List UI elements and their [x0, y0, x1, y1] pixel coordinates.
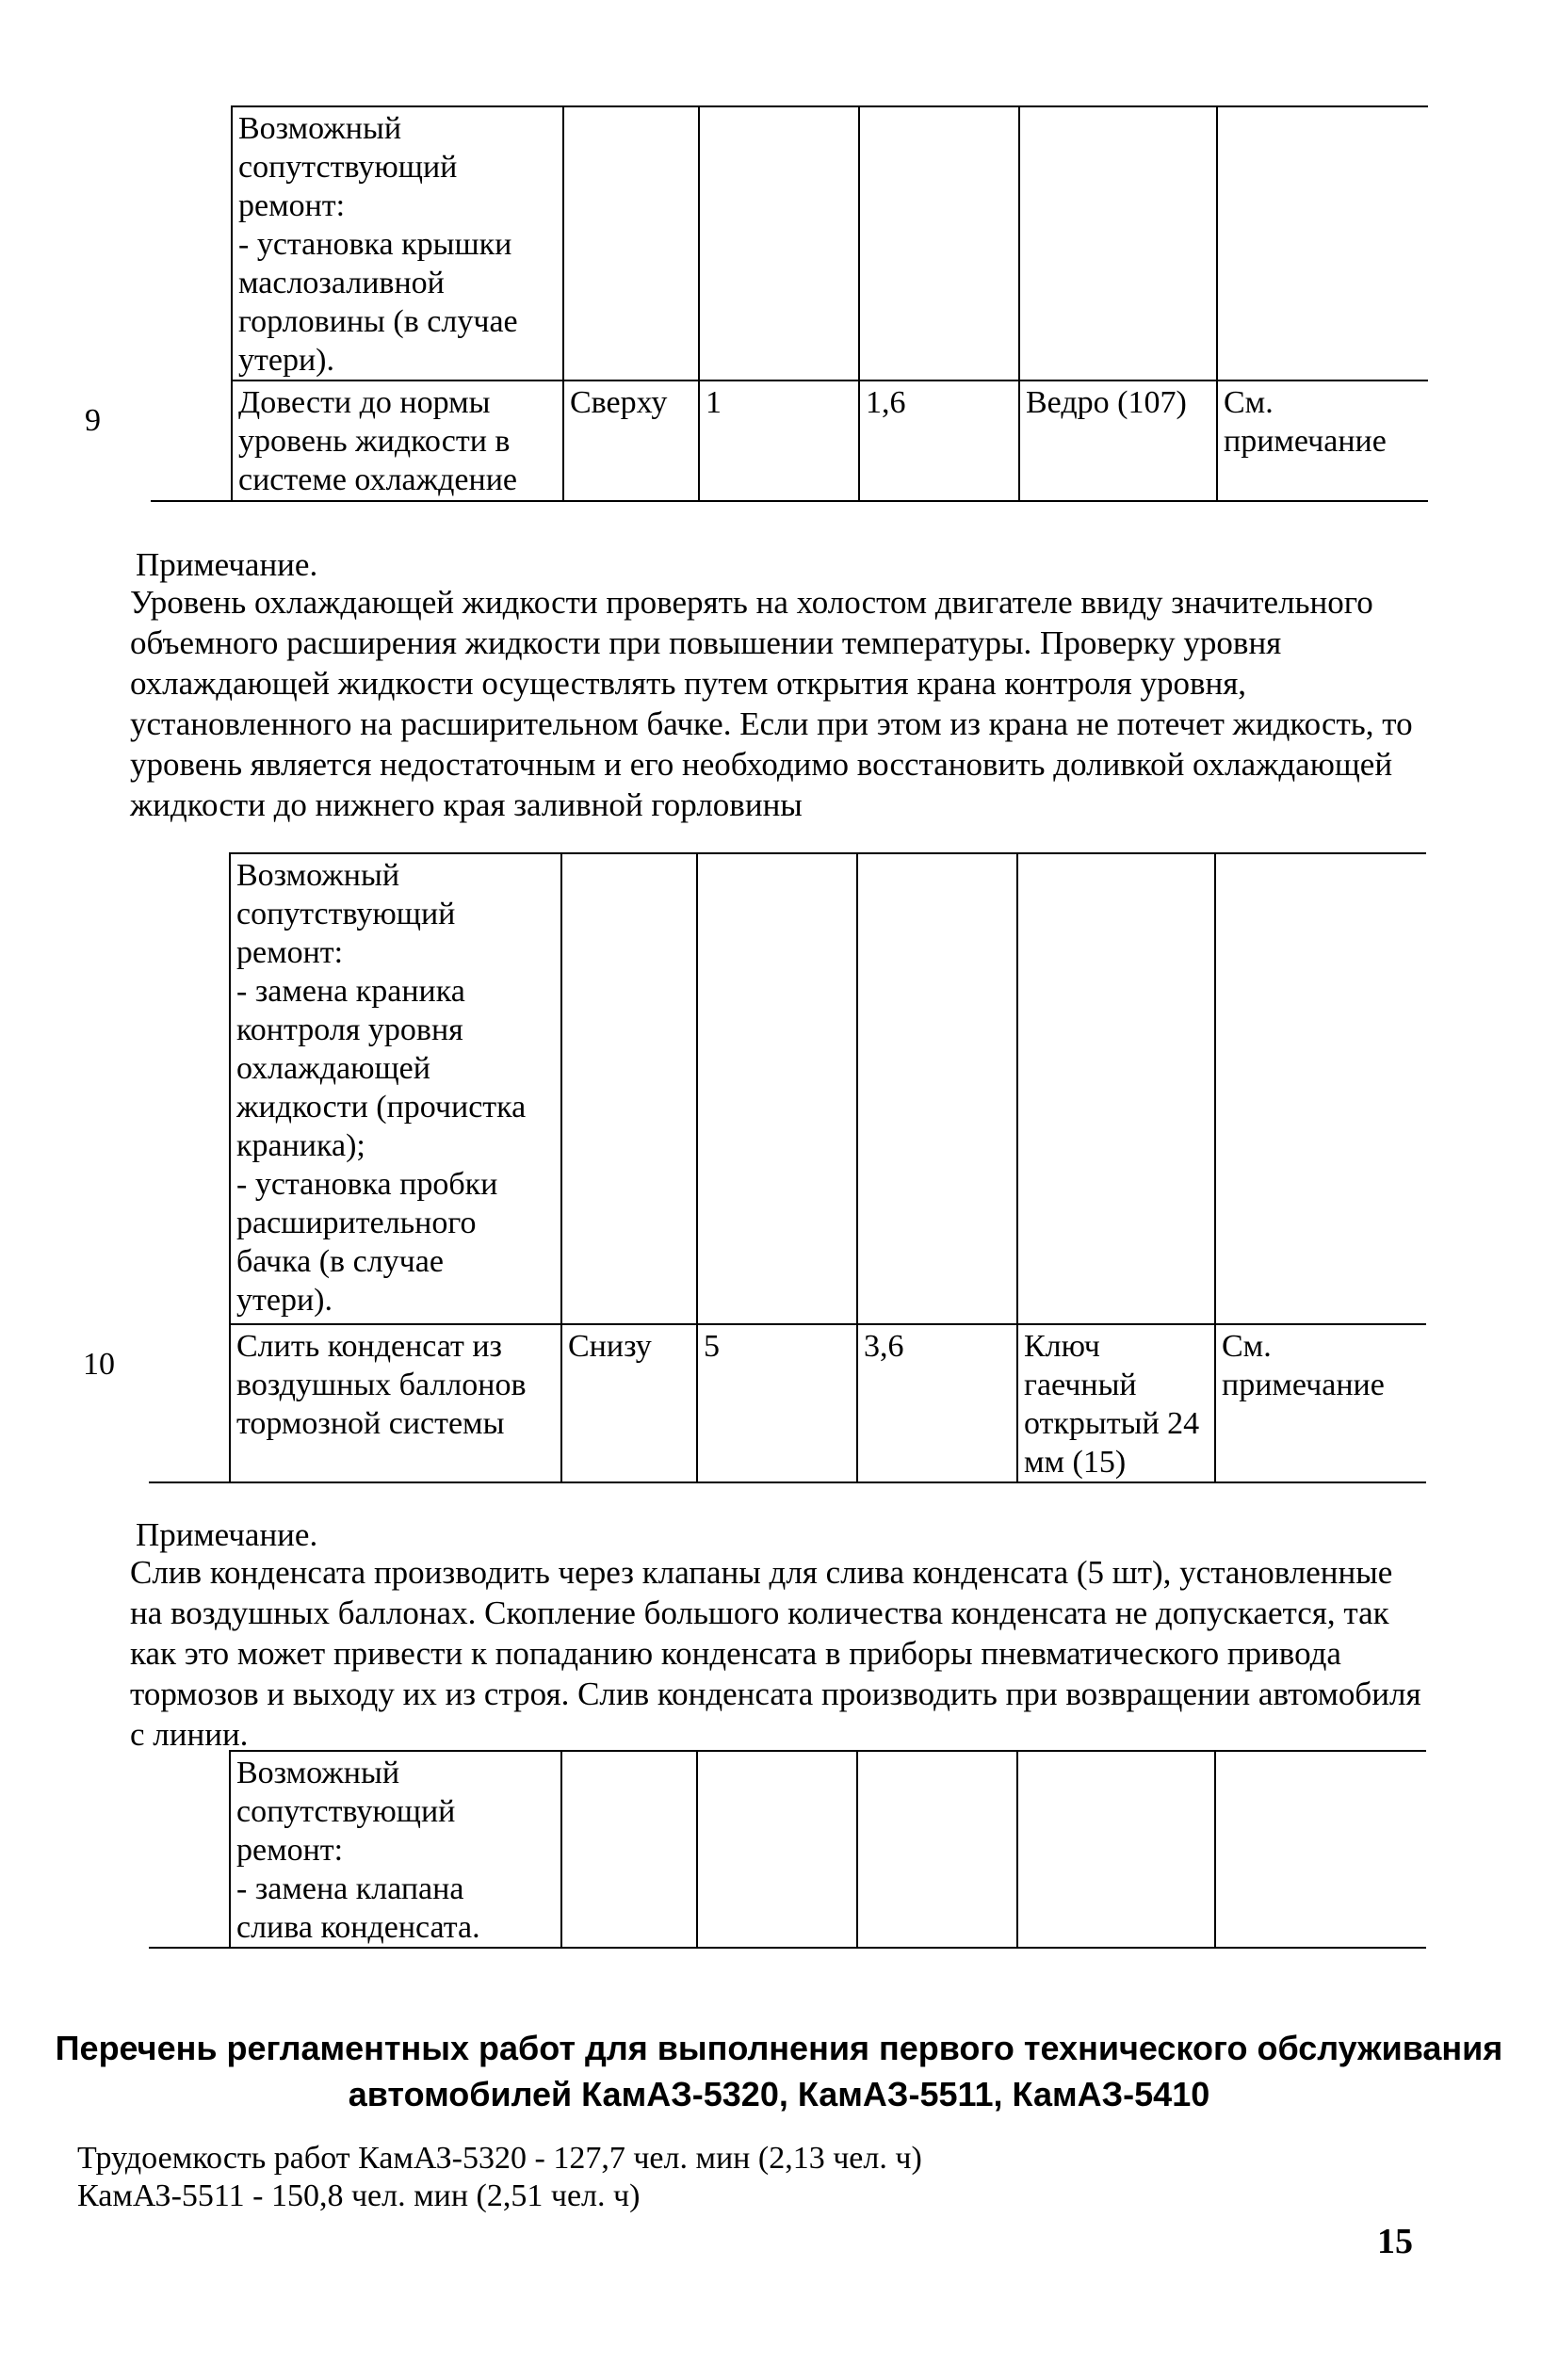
empty-cell — [859, 106, 1019, 380]
empty-cell — [1215, 853, 1426, 1324]
access-text: Сверху — [570, 385, 668, 420]
count-cell — [697, 1324, 857, 1482]
labor-cell — [859, 380, 1019, 501]
tool-cell — [1019, 380, 1217, 501]
empty-cell — [1017, 853, 1215, 1324]
empty-cell — [563, 106, 699, 380]
tool-text: Ключ гаечный открытый 24 мм (15) — [1024, 1329, 1200, 1480]
maintenance-table-2 — [83, 852, 1426, 1483]
note-ref-text: См. примечание — [1224, 385, 1387, 459]
row-number: 10 — [83, 1347, 115, 1382]
empty-cell — [699, 106, 859, 380]
count-cell — [699, 380, 859, 501]
count-text: 1 — [706, 385, 722, 420]
note-text: Уровень охлаждающей жидкости проверять на холостом двигателе ввиду значительного объемного расширения жидкости при повышении температуры. Проверку уровня охлаждающей жидкости осуществлять путем открытия крана контроля уровня, установленного на расширительном бачке. Если при этом из крана не потечет жидкость, то уровень является недостаточным и его необходимо восстановить доливкой охлаждающей жидкости до нижнего края заливной горловины — [130, 584, 1413, 823]
empty-cell — [561, 1751, 697, 1948]
access-text: Снизу — [568, 1329, 652, 1364]
page-number: 15 — [1377, 2222, 1413, 2261]
repair-cell — [230, 853, 561, 1324]
repair-text: Возможный сопутствующий ремонт: - установка крышки маслозаливной горловины (в случае утери). — [238, 111, 518, 378]
note-label: Примечание. — [136, 546, 318, 583]
operation-text: Слить конденсат из воздушных баллонов тормозной системы — [236, 1329, 527, 1441]
tool-cell — [1017, 1324, 1215, 1482]
repair-cell — [230, 1751, 561, 1948]
maintenance-table-3 — [149, 1750, 1426, 1949]
empty-cell — [1017, 1751, 1215, 1948]
repair-text: Возможный сопутствующий ремонт: - замена клапана слива конденсата. — [236, 1756, 480, 1945]
operation-cell — [232, 380, 563, 501]
row-number-cell — [151, 106, 232, 380]
empty-cell — [857, 1751, 1017, 1948]
labor-text: 3,6 — [864, 1329, 904, 1364]
row-number-cell — [149, 1751, 230, 1948]
row-number-cell — [83, 1324, 230, 1482]
note-cell — [1217, 380, 1428, 501]
labor-cell — [857, 1324, 1017, 1482]
row-number-cell — [85, 380, 232, 501]
empty-cell — [697, 1751, 857, 1948]
access-cell — [563, 380, 699, 501]
note-label: Примечание. — [136, 1516, 318, 1553]
maintenance-table-1 — [85, 105, 1428, 502]
empty-cell — [561, 853, 697, 1324]
empty-cell — [1019, 106, 1217, 380]
note-text: Слив конденсата производить через клапаны для слива конденсата (5 шт), установленные на воздушных баллонах. Скопление большого количества конденсата не допускается, так как это может привести к попаданию конденсата в приборы пневматического привода тормозов и выходу их из строя. Слив конденсата производить при возвращении автомобиля с линии. — [130, 1554, 1421, 1753]
note-cell — [1215, 1324, 1426, 1482]
labor-line-2: КамАЗ-5511 - 150,8 чел. мин (2,51 чел. ч) — [77, 2178, 641, 2213]
note-ref-text: См. примечание — [1222, 1329, 1385, 1402]
section-heading: Перечень регламентных работ для выполнения первого технического обслуживания автомобилей КамАЗ-5320, КамАЗ-5511, КамАЗ-5410 — [55, 2029, 1503, 2113]
empty-cell — [857, 853, 1017, 1324]
labor-text: 1,6 — [866, 385, 906, 420]
row-number-cell — [149, 853, 230, 1324]
operation-cell — [230, 1324, 561, 1482]
access-cell — [561, 1324, 697, 1482]
repair-text: Возможный сопутствующий ремонт: - замена краника контроля уровня охлаждающей жидкости (прочистка краника); - установка пробки расширительного бачка (в случае утери). — [236, 858, 527, 1318]
tool-text: Ведро (107) — [1026, 385, 1187, 420]
labor-line-1: Трудоемкость работ КамАЗ-5320 - 127,7 чел. мин (2,13 чел. ч) — [77, 2141, 922, 2176]
count-text: 5 — [704, 1329, 720, 1364]
empty-cell — [1217, 106, 1428, 380]
operation-text: Довести до нормы уровень жидкости в системе охлаждение — [238, 385, 518, 497]
empty-cell — [1215, 1751, 1426, 1948]
repair-cell — [232, 106, 563, 380]
empty-cell — [697, 853, 857, 1324]
row-number: 9 — [85, 403, 101, 438]
